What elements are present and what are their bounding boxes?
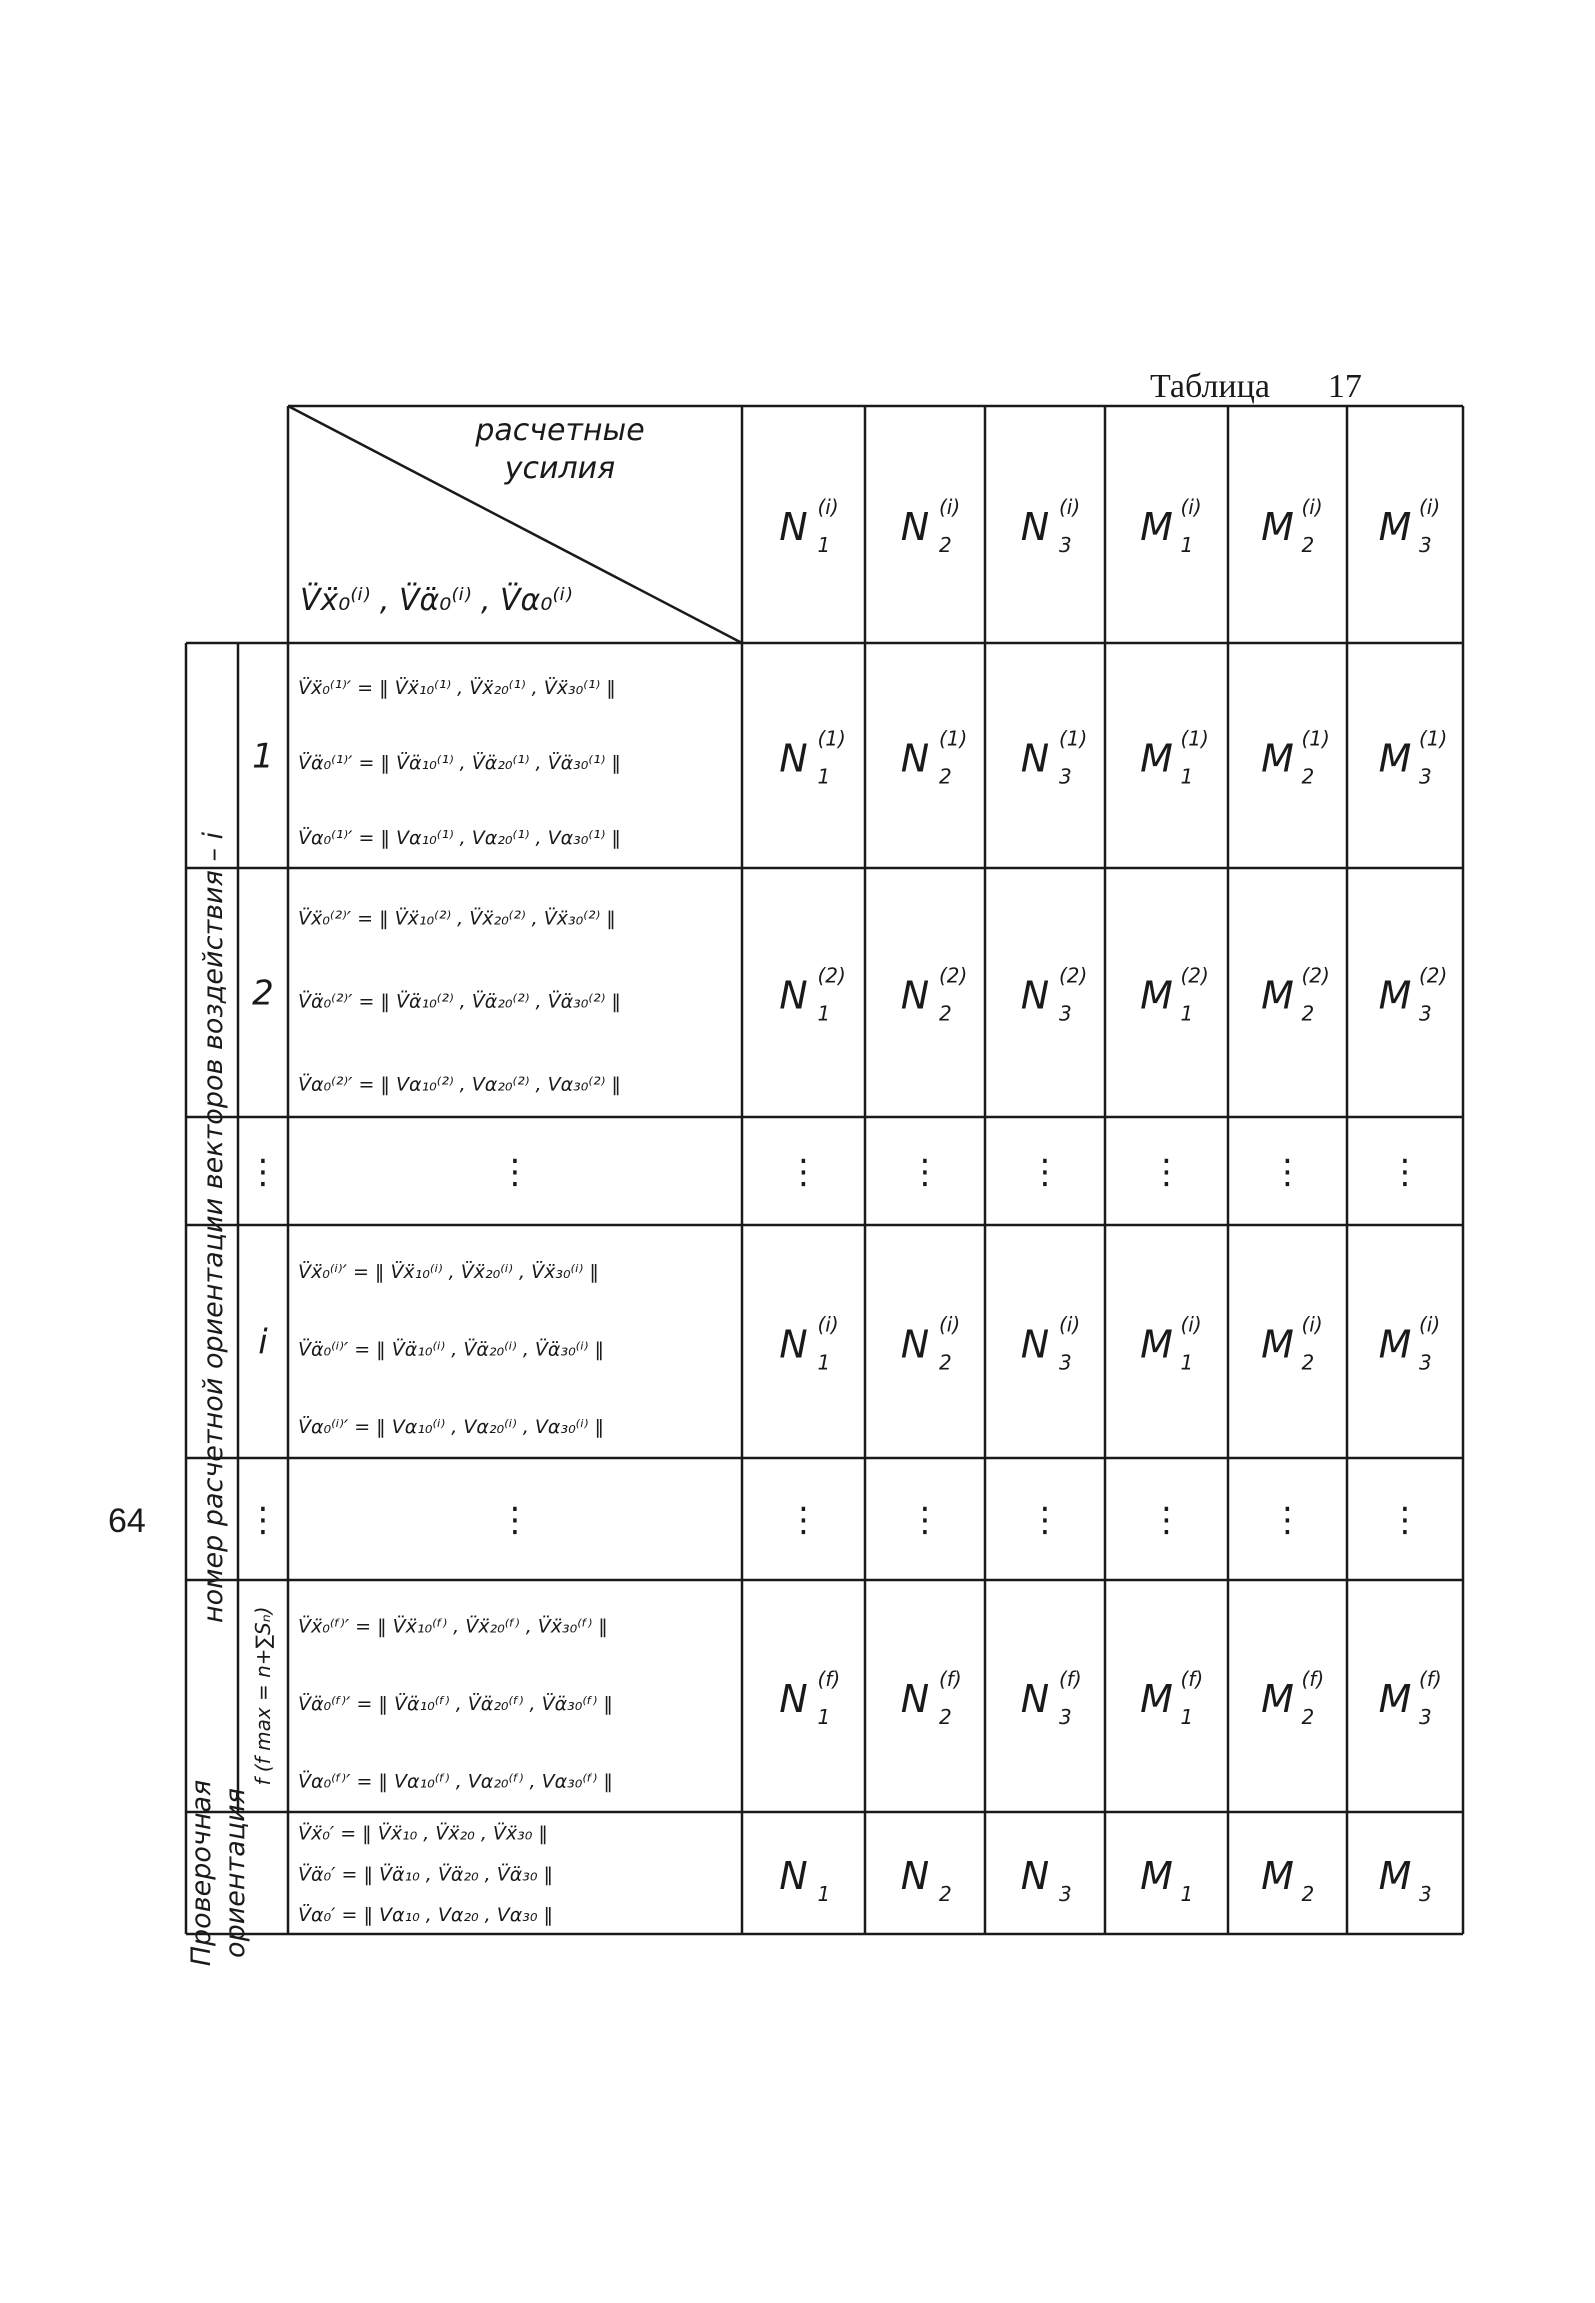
force-cell-symbol: M	[1261, 973, 1294, 1018]
vector-equation: V̈ẍ₀⁽¹⁾′ = ‖ V̈ẍ₁₀⁽¹⁾ , V̈ẍ₂₀⁽¹⁾ , V̈ẍ₃₀⁽¹⁾ ‖	[298, 677, 616, 699]
vector-equation: V̈ẍ₀⁽²⁾′ = ‖ V̈ẍ₁₀⁽²⁾ , V̈ẍ₂₀⁽²⁾ , V̈ẍ₃₀⁽²⁾ ‖	[298, 907, 616, 930]
force-cell-superscript: (f)	[817, 1667, 841, 1691]
force-cell-subscript: 1	[1180, 1001, 1194, 1026]
table-caption-word: Таблица	[1150, 368, 1270, 405]
force-cell-subscript: 1	[817, 1350, 831, 1375]
force-cell-symbol: M	[1261, 736, 1294, 781]
force-cell-symbol: N	[1020, 1322, 1050, 1367]
vector-equation: V̈ẍ₀⁽ⁱ⁾′ = ‖ V̈ẍ₁₀⁽ⁱ⁾ , V̈ẍ₂₀⁽ⁱ⁾ , V̈ẍ₃₀⁽ⁱ⁾ ‖	[298, 1260, 599, 1283]
force-cell-symbol: N	[900, 1854, 930, 1898]
force-cell-symbol: N	[779, 1322, 808, 1367]
vector-equation: V̈α̈₀⁽ᶠ⁾′ = ‖ V̈α̈₁₀⁽ᶠ⁾ , V̈α̈₂₀⁽ᶠ⁾ , V̈α̈₃₀⁽ᶠ⁾ ‖	[298, 1692, 613, 1715]
vector-equation: V̈α₀′ = ‖ Vα₁₀ , Vα₂₀ , Vα₃₀ ‖	[298, 1903, 554, 1926]
column-header	[1261, 495, 1323, 557]
vector-equation: V̈α₀⁽ᶠ⁾′ = ‖ Vα₁₀⁽ᶠ⁾ , Vα₂₀⁽ᶠ⁾ , Vα₃₀⁽ᶠ⁾ ‖	[298, 1770, 613, 1793]
column-header-superscript: (i)	[1180, 495, 1202, 519]
vector-equation: V̈α̈₀′ = ‖ V̈α̈₁₀ , V̈α̈₂₀ , V̈α̈₃₀ ‖	[298, 1863, 554, 1886]
force-cell-subscript: 3	[1059, 1882, 1072, 1906]
force-cell-subscript: 1	[817, 1705, 831, 1729]
force-cell-subscript: 3	[1059, 1705, 1072, 1729]
force-cell-subscript: 2	[1301, 764, 1315, 789]
force-cell-superscript: (2)	[939, 963, 968, 988]
vector-equation: V̈ẍ₀′ = ‖ V̈ẍ₁₀ , V̈ẍ₂₀ , V̈ẍ₃₀ ‖	[298, 1822, 548, 1845]
force-cell	[1379, 1854, 1432, 1906]
force-cell-subscript: 3	[1419, 1001, 1432, 1026]
force-cell-superscript: (1)	[1419, 726, 1448, 751]
force-cell-superscript: (i)	[1180, 1312, 1202, 1337]
header-label-forces: расчетные	[475, 413, 645, 448]
force-cell	[1140, 1854, 1193, 1906]
force-cell-subscript: 2	[1301, 1350, 1315, 1375]
force-cell-subscript: 3	[1419, 1882, 1432, 1906]
ellipsis-row	[246, 1500, 1422, 1540]
force-cell-symbol: N	[779, 736, 808, 781]
vector-equation: V̈α̈₀⁽¹⁾′ = ‖ V̈α̈₁₀⁽¹⁾ , V̈α̈₂₀⁽¹⁾ , V̈α̈₃₀⁽¹⁾ ‖	[298, 752, 621, 774]
ellipsis: ⋮	[786, 1152, 821, 1192]
table-row	[258, 1260, 1440, 1438]
force-cell-symbol: M	[1261, 1677, 1294, 1721]
force-cell	[1379, 1313, 1441, 1375]
force-cell	[1261, 1313, 1323, 1375]
ellipsis: ⋮	[246, 1152, 280, 1192]
table-row	[251, 1606, 1442, 1792]
row-label: 2	[252, 973, 274, 1014]
column-header-symbol: M	[1261, 505, 1294, 549]
force-cell	[1261, 964, 1330, 1026]
force-cell-subscript: 2	[939, 1350, 952, 1375]
column-header-subscript: 2	[939, 533, 952, 557]
force-cell-subscript: 1	[817, 1882, 831, 1906]
force-cell-subscript: 1	[1180, 764, 1194, 789]
column-header-superscript: (i)	[1301, 495, 1323, 519]
force-cell-superscript: (f)	[1180, 1667, 1204, 1691]
force-cell-superscript: (1)	[1301, 726, 1330, 751]
force-cell-subscript: 3	[1419, 1705, 1432, 1729]
ellipsis: ⋮	[1149, 1500, 1184, 1540]
force-cell-subscript: 2	[939, 1001, 952, 1026]
force-cell	[1021, 1854, 1072, 1906]
force-cell-subscript: 2	[1301, 1882, 1315, 1906]
force-cell	[901, 964, 968, 1026]
force-cell-subscript: 2	[939, 1882, 952, 1906]
force-cell	[901, 1854, 952, 1906]
force-cell-subscript: 2	[939, 1705, 952, 1729]
force-cell-subscript: 1	[1180, 1350, 1194, 1375]
side-label-orientation-number: номер расчетной ориентации векторов воздействия – i	[198, 831, 229, 1624]
force-cell-symbol: N	[779, 973, 808, 1018]
force-cell	[901, 727, 968, 789]
row-label: 1	[252, 736, 274, 777]
force-cell-subscript: 3	[1419, 1350, 1432, 1375]
column-header	[1021, 495, 1080, 557]
force-cell-superscript: (1)	[939, 726, 968, 751]
ellipsis: ⋮	[1270, 1152, 1305, 1192]
force-cell-superscript: (1)	[1180, 726, 1209, 751]
column-header-symbol: M	[1140, 505, 1173, 549]
force-cell	[1261, 1854, 1314, 1906]
side-label-check-orientation: ориентация	[220, 1788, 251, 1958]
force-cell-subscript: 3	[1419, 764, 1432, 789]
ellipsis: ⋮	[246, 1500, 280, 1540]
force-cell-symbol: N	[1020, 736, 1050, 781]
column-header-superscript: (i)	[939, 495, 961, 519]
force-cell	[1379, 964, 1448, 1026]
column-header-superscript: (i)	[1059, 495, 1081, 519]
vector-equation: V̈α̈₀⁽ⁱ⁾′ = ‖ V̈α̈₁₀⁽ⁱ⁾ , V̈α̈₂₀⁽ⁱ⁾ , V̈α̈₃₀⁽ⁱ⁾ ‖	[298, 1338, 604, 1361]
force-cell	[1140, 1667, 1203, 1729]
force-cell-symbol: N	[900, 1677, 930, 1721]
ellipsis: ⋮	[498, 1500, 532, 1540]
force-cell-symbol: M	[1140, 736, 1173, 781]
ellipsis: ⋮	[1388, 1152, 1422, 1192]
force-cell-symbol: N	[779, 1854, 808, 1898]
force-cell	[1021, 1667, 1082, 1729]
header-label-forces: усилия	[504, 451, 616, 486]
force-cell-symbol: M	[1378, 1677, 1412, 1721]
force-cell-subscript: 2	[1301, 1001, 1315, 1026]
force-cell-symbol: N	[900, 973, 930, 1018]
ellipsis: ⋮	[908, 1152, 942, 1192]
table-row	[252, 907, 1447, 1095]
vector-equation: V̈α₀⁽ⁱ⁾′ = ‖ Vα₁₀⁽ⁱ⁾ , Vα₂₀⁽ⁱ⁾ , Vα₃₀⁽ⁱ⁾ ‖	[298, 1416, 604, 1439]
force-cell-superscript: (i)	[1419, 1312, 1441, 1337]
column-header-subscript: 1	[817, 533, 831, 557]
force-cell-symbol: M	[1261, 1322, 1294, 1367]
table-row	[252, 677, 1447, 849]
column-header-subscript: 3	[1419, 533, 1432, 557]
force-cell-superscript: (i)	[1059, 1312, 1081, 1337]
ellipsis: ⋮	[1270, 1500, 1305, 1540]
row-label: i	[258, 1322, 268, 1363]
column-header	[1379, 495, 1441, 557]
force-cell-subscript: 3	[1059, 1001, 1072, 1026]
page-number: 64	[108, 1502, 146, 1540]
force-cell	[1379, 727, 1448, 789]
force-cell	[779, 727, 846, 789]
force-cell	[1021, 1313, 1080, 1375]
column-header-symbol: N	[779, 505, 808, 549]
force-cell-symbol: N	[900, 736, 930, 781]
force-cell	[1021, 727, 1088, 789]
header-label-vectors: V̈ẍ₀⁽ⁱ⁾ , V̈α̈₀⁽ⁱ⁾ , V̈α₀⁽ⁱ⁾	[300, 583, 573, 618]
force-cell-symbol: M	[1140, 1677, 1173, 1721]
ellipsis: ⋮	[1028, 1500, 1062, 1540]
force-cell	[1261, 727, 1330, 789]
force-cell-symbol: N	[1020, 1677, 1050, 1721]
column-header-symbol: M	[1378, 505, 1412, 549]
column-header-superscript: (i)	[1419, 495, 1441, 519]
force-cell-symbol: M	[1140, 1322, 1173, 1367]
ellipsis-row	[246, 1152, 1422, 1192]
ellipsis: ⋮	[908, 1500, 942, 1540]
force-cell-symbol: M	[1378, 1322, 1412, 1367]
column-header-symbol: N	[1020, 505, 1050, 549]
force-cell-subscript: 2	[939, 764, 952, 789]
force-cell-subscript: 1	[817, 1001, 831, 1026]
force-cell	[1379, 1667, 1442, 1729]
force-cell-subscript: 3	[1059, 764, 1072, 789]
vector-equation: V̈α₀⁽²⁾′ = ‖ Vα₁₀⁽²⁾ , Vα₂₀⁽²⁾ , Vα₃₀⁽²⁾ ‖	[298, 1073, 621, 1096]
force-cell-subscript: 1	[1180, 1705, 1194, 1729]
column-header	[1140, 495, 1202, 557]
force-cell-symbol: M	[1261, 1854, 1294, 1898]
ellipsis: ⋮	[786, 1500, 821, 1540]
force-cell	[779, 1667, 840, 1729]
force-cell-superscript: (1)	[817, 726, 846, 751]
force-cell-superscript: (1)	[1059, 726, 1088, 751]
column-header-subscript: 2	[1301, 533, 1315, 557]
force-cell	[901, 1313, 960, 1375]
ellipsis: ⋮	[1388, 1500, 1422, 1540]
force-cell	[779, 1854, 830, 1906]
force-cell	[1140, 727, 1209, 789]
force-cell-symbol: M	[1140, 1854, 1173, 1898]
force-cell-superscript: (2)	[817, 963, 846, 988]
column-header-superscript: (i)	[817, 495, 839, 519]
force-cell-superscript: (2)	[1059, 963, 1088, 988]
vector-equation: V̈α₀⁽¹⁾′ = ‖ Vα₁₀⁽¹⁾ , Vα₂₀⁽¹⁾ , Vα₃₀⁽¹⁾ ‖	[298, 827, 621, 849]
force-cell-superscript: (f)	[1419, 1667, 1442, 1691]
force-cell-symbol: M	[1378, 1854, 1412, 1898]
force-cell-symbol: N	[1020, 973, 1050, 1018]
column-header-symbol: N	[900, 505, 930, 549]
column-header	[901, 495, 960, 557]
force-cell-superscript: (2)	[1419, 963, 1448, 988]
force-cell-subscript: 1	[1180, 1882, 1194, 1906]
column-header-subscript: 3	[1059, 533, 1072, 557]
force-cell-superscript: (2)	[1301, 963, 1330, 988]
force-cell-superscript: (i)	[939, 1312, 961, 1337]
force-cell-symbol: N	[900, 1322, 930, 1367]
force-cell	[1140, 1313, 1202, 1375]
force-cell	[779, 964, 846, 1026]
force-cell-superscript: (i)	[817, 1312, 839, 1337]
force-cell-symbol: N	[1020, 1854, 1050, 1898]
ellipsis: ⋮	[1149, 1152, 1184, 1192]
force-cell-symbol: M	[1378, 736, 1412, 781]
force-cell-superscript: (f)	[1059, 1667, 1082, 1691]
column-header	[779, 495, 838, 557]
force-cell	[1021, 964, 1088, 1026]
row-label: f (f max = n+∑Sₙ)	[251, 1606, 275, 1786]
side-label-check-orientation: Проверочная	[186, 1779, 217, 1967]
force-cell-symbol: M	[1378, 973, 1412, 1018]
force-cell	[901, 1667, 962, 1729]
force-cell-symbol: M	[1140, 973, 1173, 1018]
column-header-subscript: 1	[1180, 533, 1194, 557]
force-cell-superscript: (i)	[1301, 1312, 1323, 1337]
ellipsis: ⋮	[498, 1152, 532, 1192]
force-cell-superscript: (f)	[939, 1667, 962, 1691]
force-cell	[779, 1313, 838, 1375]
force-cell-superscript: (f)	[1301, 1667, 1325, 1691]
force-cell-subscript: 1	[817, 764, 831, 789]
force-cell-symbol: N	[779, 1677, 808, 1721]
vector-equation: V̈α̈₀⁽²⁾′ = ‖ V̈α̈₁₀⁽²⁾ , V̈α̈₂₀⁽²⁾ , V̈α̈₃₀⁽²⁾ ‖	[298, 990, 621, 1013]
vector-equation: V̈ẍ₀⁽ᶠ⁾′ = ‖ V̈ẍ₁₀⁽ᶠ⁾ , V̈ẍ₂₀⁽ᶠ⁾ , V̈ẍ₃₀⁽ᶠ⁾ ‖	[298, 1615, 608, 1638]
ellipsis: ⋮	[1028, 1152, 1062, 1192]
force-cell-subscript: 3	[1059, 1350, 1072, 1375]
force-cell-superscript: (2)	[1180, 963, 1209, 988]
force-cell-subscript: 2	[1301, 1705, 1315, 1729]
force-cell	[1140, 964, 1209, 1026]
table-caption-number: 17	[1327, 368, 1362, 405]
force-cell	[1261, 1667, 1324, 1729]
